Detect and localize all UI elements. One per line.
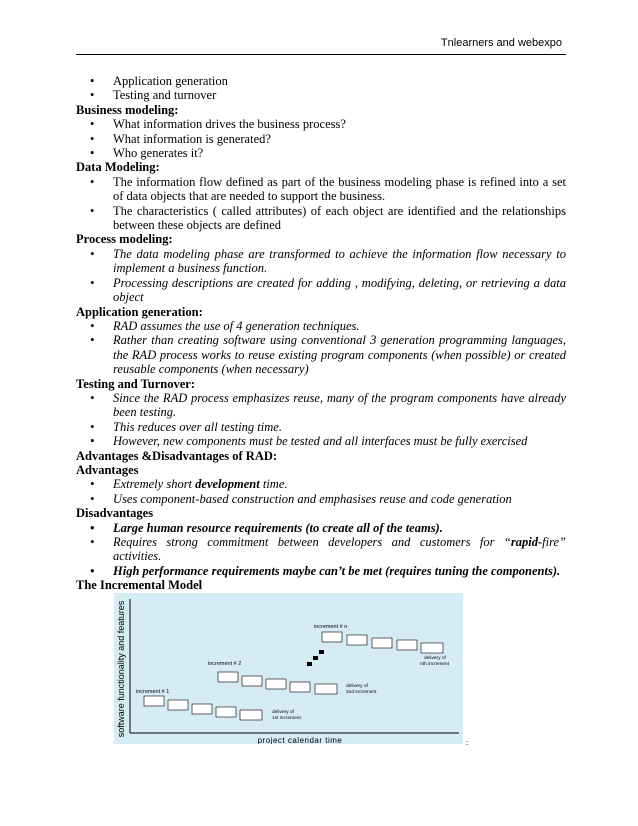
phase-box: [315, 684, 337, 694]
testing-turnover-list: [76, 391, 566, 449]
incremental-model-heading: The Incremental Model: [76, 578, 203, 593]
list-item: • Since the RAD process emphasizes reuse, many of the program components have already been testing.: [76, 391, 566, 420]
incremental-model-svg: [114, 593, 463, 744]
delivery-2-line2: 2nd increment: [346, 690, 377, 695]
x-axis-label: project calendar time: [257, 736, 343, 744]
page-header-title: Tnlearners and webexpo: [440, 37, 562, 49]
phase-box: [372, 638, 392, 648]
list-item: • Uses component-based construction and emphasises reuse and code generation: [76, 492, 566, 506]
phase-box: [240, 710, 262, 720]
process-modeling-heading: Process modeling:: [76, 232, 173, 247]
phase-box: [266, 679, 286, 689]
text-run: fire” activities.: [113, 535, 566, 564]
advantages-list: [76, 477, 566, 506]
y-axis-label: software functionality and features: [116, 600, 126, 738]
application-generation-heading: Application generation:: [76, 304, 203, 319]
business-modeling-heading: Business modeling:: [76, 102, 179, 117]
list-item: • The data modeling phase are transformed to achieve the information flow necessary to implement a business function.: [76, 247, 566, 276]
data-modeling-list: [76, 175, 566, 233]
list-item: • The information flow defined as part of the business modeling phase is refined into a set of data objects that are needed to support the business.: [76, 175, 566, 204]
list-item: • What information drives the business process?: [76, 117, 566, 131]
increment-n-steps: [322, 632, 443, 653]
delivery-n-line1: delivery of: [424, 656, 446, 661]
incremental-model-diagram: [114, 593, 463, 744]
list-item: • Large human resource requirements (to create all of the teams).: [76, 521, 566, 535]
business-modeling-list: [76, 117, 566, 160]
data-modeling-heading: Data Modeling:: [76, 160, 160, 175]
phase-box: [322, 632, 342, 642]
bold-run: development: [195, 477, 260, 492]
phase-box: [347, 635, 367, 645]
list-item: • What information is generated?: [76, 132, 566, 146]
list-item: • Who generates it?: [76, 146, 566, 160]
increment-1-steps: [144, 696, 262, 720]
phase-box: [242, 676, 262, 686]
increment-n-label: increment # n: [314, 624, 348, 630]
advantages-heading: Advantages: [76, 462, 139, 477]
delivery-1-line1: delivery of: [272, 710, 294, 715]
phase-box: [144, 696, 164, 706]
phase-box: [216, 707, 236, 717]
phase-box: [421, 643, 443, 653]
text-run: Requires strong commitment between developers and customers for “: [113, 535, 511, 549]
intro-list: [76, 74, 566, 103]
phase-box: [192, 704, 212, 714]
list-item: • Rather than creating software using conventional 3 generation programming languages, the RAD process works to reuse existing program components (when possible) or created reusable components (when necessary): [76, 333, 566, 376]
list-item: • However, new components must be tested and all interfaces must be fully exercised: [76, 434, 566, 448]
testing-turnover-heading: Testing and Turnover:: [76, 376, 196, 391]
list-item: • Application generation: [76, 74, 566, 88]
text-run: Extremely short: [113, 477, 196, 492]
process-modeling-list: [76, 247, 566, 305]
dot: [307, 662, 312, 666]
list-item: • High performance requirements maybe can’t be met (requires tuning the components).: [76, 564, 566, 578]
list-item: [76, 477, 566, 491]
increment-1-label: increment # 1: [136, 689, 170, 695]
document-body: [76, 74, 566, 593]
bold-run: rapid-: [510, 535, 543, 549]
adv-disadv-heading: Advantages &Disadvantages of RAD:: [76, 448, 278, 463]
phase-box: [168, 700, 188, 710]
increment-2-label: increment # 2: [208, 661, 242, 667]
stray-mark: :: [466, 738, 469, 747]
disadvantages-list: [76, 521, 566, 579]
list-item: • Testing and turnover: [76, 88, 566, 102]
delivery-1-line2: 1st increment: [272, 716, 301, 721]
phase-box: [397, 640, 417, 650]
list-item: • Processing descriptions are created for adding , modifying, deleting, or retrieving a data object: [76, 276, 566, 305]
delivery-2-line1: delivery of: [346, 684, 368, 689]
text-run: time.: [259, 477, 288, 492]
list-item: • The characteristics ( called attributes) of each object are identified and the relationships between these objects are defined: [76, 204, 566, 233]
increment-2-steps: [218, 672, 337, 694]
header-rule: [76, 54, 566, 55]
dot: [313, 656, 318, 660]
list-item: [76, 535, 566, 564]
dot: [319, 650, 324, 654]
list-item: • This reduces over all testing time.: [76, 420, 566, 434]
phase-box: [218, 672, 238, 682]
delivery-n-line2: nth increment: [420, 662, 450, 667]
phase-box: [290, 682, 310, 692]
list-item: • RAD assumes the use of 4 generation techniques.: [76, 319, 566, 333]
application-generation-list: [76, 319, 566, 377]
continuation-marks: [307, 650, 324, 666]
disadvantages-heading: Disadvantages: [76, 506, 154, 521]
